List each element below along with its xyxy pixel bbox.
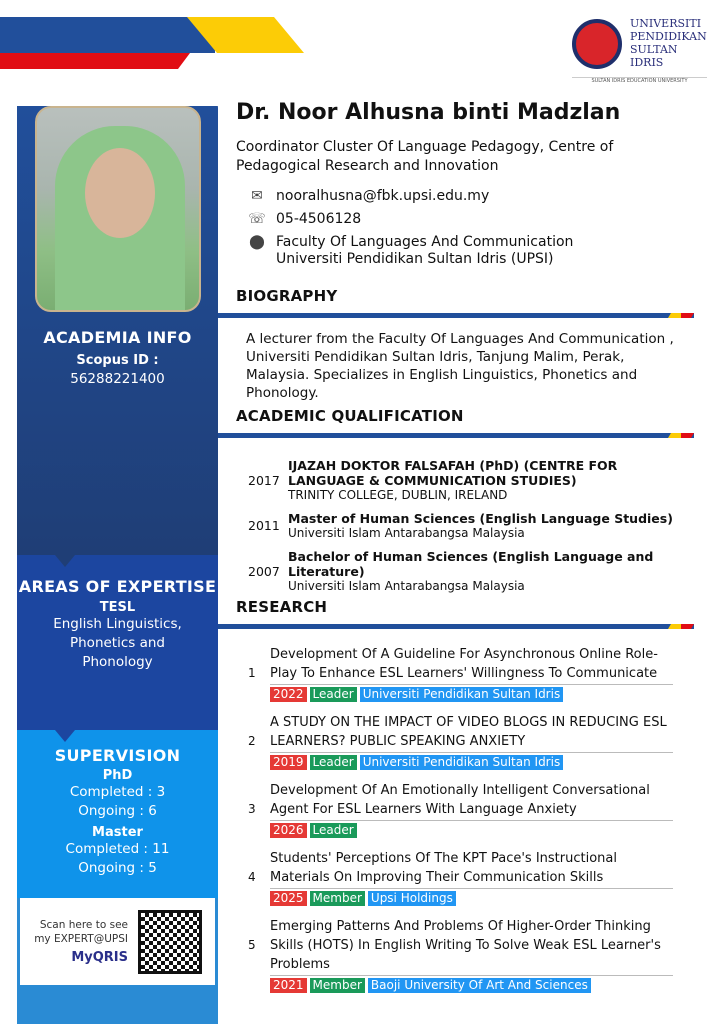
qual-degree: Master of Human Sciences (English Language Studies) xyxy=(288,511,673,526)
email-text[interactable]: nooralhusna@fbk.upsi.edu.my xyxy=(276,188,490,204)
expertise-section xyxy=(17,555,218,730)
scopus-id: 56288221400 xyxy=(70,371,165,387)
section-divider xyxy=(218,313,694,318)
address-line: Faculty Of Languages And Communication xyxy=(276,234,574,250)
role-badge: Leader xyxy=(310,687,357,702)
master-label: Master xyxy=(92,825,143,840)
year-badge: 2021 xyxy=(270,978,307,993)
phd-completed: Completed : 3 xyxy=(69,784,166,800)
qualification-item xyxy=(248,511,673,540)
section-divider xyxy=(218,624,694,629)
qual-year: 2007 xyxy=(248,563,280,579)
qr-code[interactable] xyxy=(138,910,202,974)
logo-line: SULTAN IDRIS xyxy=(630,43,678,69)
expertise-title: AREAS OF EXPERTISE xyxy=(18,577,217,596)
org-badge: Upsi Holdings xyxy=(368,891,456,906)
research-number: 2 xyxy=(248,734,256,748)
role-badge: Member xyxy=(310,978,365,993)
location-pin-icon: ⬤ xyxy=(249,234,265,250)
research-title: A STUDY ON THE IMPACT OF VIDEO BLOGS IN REDUCING ESL LEARNERS? PUBLIC SPEAKING ANXIETY xyxy=(270,713,673,753)
qual-institution: TRINITY COLLEGE, DUBLIN, IRELAND xyxy=(288,488,508,502)
qualification-item xyxy=(248,458,658,502)
research-item xyxy=(248,917,673,993)
org-badge: Universiti Pendidikan Sultan Idris xyxy=(360,687,564,702)
myqris-logo: MyQRIS xyxy=(71,950,128,965)
year-badge: 2022 xyxy=(270,687,307,702)
profile-photo xyxy=(35,106,201,312)
org-badge: Baoji University Of Art And Sciences xyxy=(368,978,591,993)
qual-institution: Universiti Islam Antarabangsa Malaysia xyxy=(288,526,525,540)
sidebar xyxy=(17,86,218,1024)
academia-section xyxy=(17,106,218,555)
year-badge: 2025 xyxy=(270,891,307,906)
research-number: 5 xyxy=(248,938,256,952)
research-title: Development Of An Emotionally Intelligent Conversational Agent For ESL Learners With Language Anxiety xyxy=(270,781,673,821)
contact-address xyxy=(248,234,573,268)
research-heading: RESEARCH xyxy=(236,598,328,616)
header-stripe-red xyxy=(0,53,190,69)
supervision-title: SUPERVISION xyxy=(54,746,181,765)
qual-institution: Universiti Islam Antarabangsa Malaysia xyxy=(288,579,525,593)
research-number: 4 xyxy=(248,870,256,884)
biography-heading: BIOGRAPHY xyxy=(236,287,338,305)
phd-label: PhD xyxy=(102,768,133,783)
qual-degree: IJAZAH DOKTOR FALSAFAH (PhD) (CENTRE FOR LANGUAGE & COMMUNICATION STUDIES) xyxy=(288,458,618,488)
contact-phone xyxy=(248,211,361,227)
profile-role: Coordinator Cluster Of Language Pedagogy, Centre of Pedagogical Research and Innovation xyxy=(236,139,614,174)
phd-ongoing: Ongoing : 6 xyxy=(78,803,157,819)
research-number: 3 xyxy=(248,802,256,816)
profile-name: Dr. Noor Alhusna binti Madzlan xyxy=(236,100,621,125)
section-divider xyxy=(218,433,694,438)
role-badge: Leader xyxy=(310,755,357,770)
envelope-icon: ✉ xyxy=(251,188,263,204)
role-badge: Member xyxy=(310,891,365,906)
qualification-heading: ACADEMIC QUALIFICATION xyxy=(236,407,464,425)
biography-text: A lecturer from the Faculty Of Languages And Communication , Universiti Pendidikan Sultan Idris, Tanjung Malim, Perak, Malaysia. Specializes in English Linguistics, Phonetics and Phonology. xyxy=(246,331,674,401)
header-stripe-blue xyxy=(0,17,215,53)
contact-email[interactable] xyxy=(248,188,489,204)
logo-line: UNIVERSITI xyxy=(630,17,702,30)
org-badge: Universiti Pendidikan Sultan Idris xyxy=(360,755,564,770)
research-title: Emerging Patterns And Problems Of Higher-Order Thinking Skills (HOTS) In English Writing To Solve Weak ESL Learner's Problems xyxy=(270,917,673,976)
master-ongoing: Ongoing : 5 xyxy=(78,860,157,876)
year-badge: 2026 xyxy=(270,823,307,838)
research-item xyxy=(248,781,673,838)
phone-text: 05-4506128 xyxy=(276,211,362,227)
year-badge: 2019 xyxy=(270,755,307,770)
academia-title: ACADEMIA INFO xyxy=(43,328,192,347)
research-item xyxy=(248,849,673,906)
research-item xyxy=(248,713,673,770)
qual-degree: Bachelor of Human Sciences (English Language and Literature) xyxy=(288,549,654,579)
master-completed: Completed : 11 xyxy=(65,841,170,857)
qualification-item xyxy=(248,549,725,593)
research-item xyxy=(248,645,673,702)
university-logo xyxy=(572,17,707,85)
expertise-main: TESL xyxy=(99,600,136,615)
qual-year: 2017 xyxy=(248,472,280,488)
qr-caption: Scan here to see my EXPERT@UPSI xyxy=(34,919,128,945)
sidebar-footer xyxy=(17,985,218,1024)
research-title: Students' Perceptions Of The KPT Pace's Instructional Materials On Improving Their Communication Skills xyxy=(270,849,673,889)
logo-subtitle: SULTAN IDRIS EDUCATION UNIVERSITY xyxy=(572,77,707,84)
research-title: Development Of A Guideline For Asynchronous Online Role-Play To Enhance ESL Learners' Willingness To Communicate xyxy=(270,645,673,685)
expertise-detail: English Linguistics, Phonetics and Phonology xyxy=(53,616,182,670)
qual-year: 2011 xyxy=(248,518,280,533)
research-number: 1 xyxy=(248,666,256,680)
phone-icon: ☏ xyxy=(248,211,266,227)
role-badge: Leader xyxy=(310,823,357,838)
address-line: Universiti Pendidikan Sultan Idris (UPSI) xyxy=(276,251,554,267)
supervision-section xyxy=(17,730,218,898)
scopus-label: Scopus ID : xyxy=(76,353,159,368)
qr-section xyxy=(17,898,218,985)
crest-icon xyxy=(572,19,622,69)
logo-line: PENDIDIKAN xyxy=(630,30,707,43)
